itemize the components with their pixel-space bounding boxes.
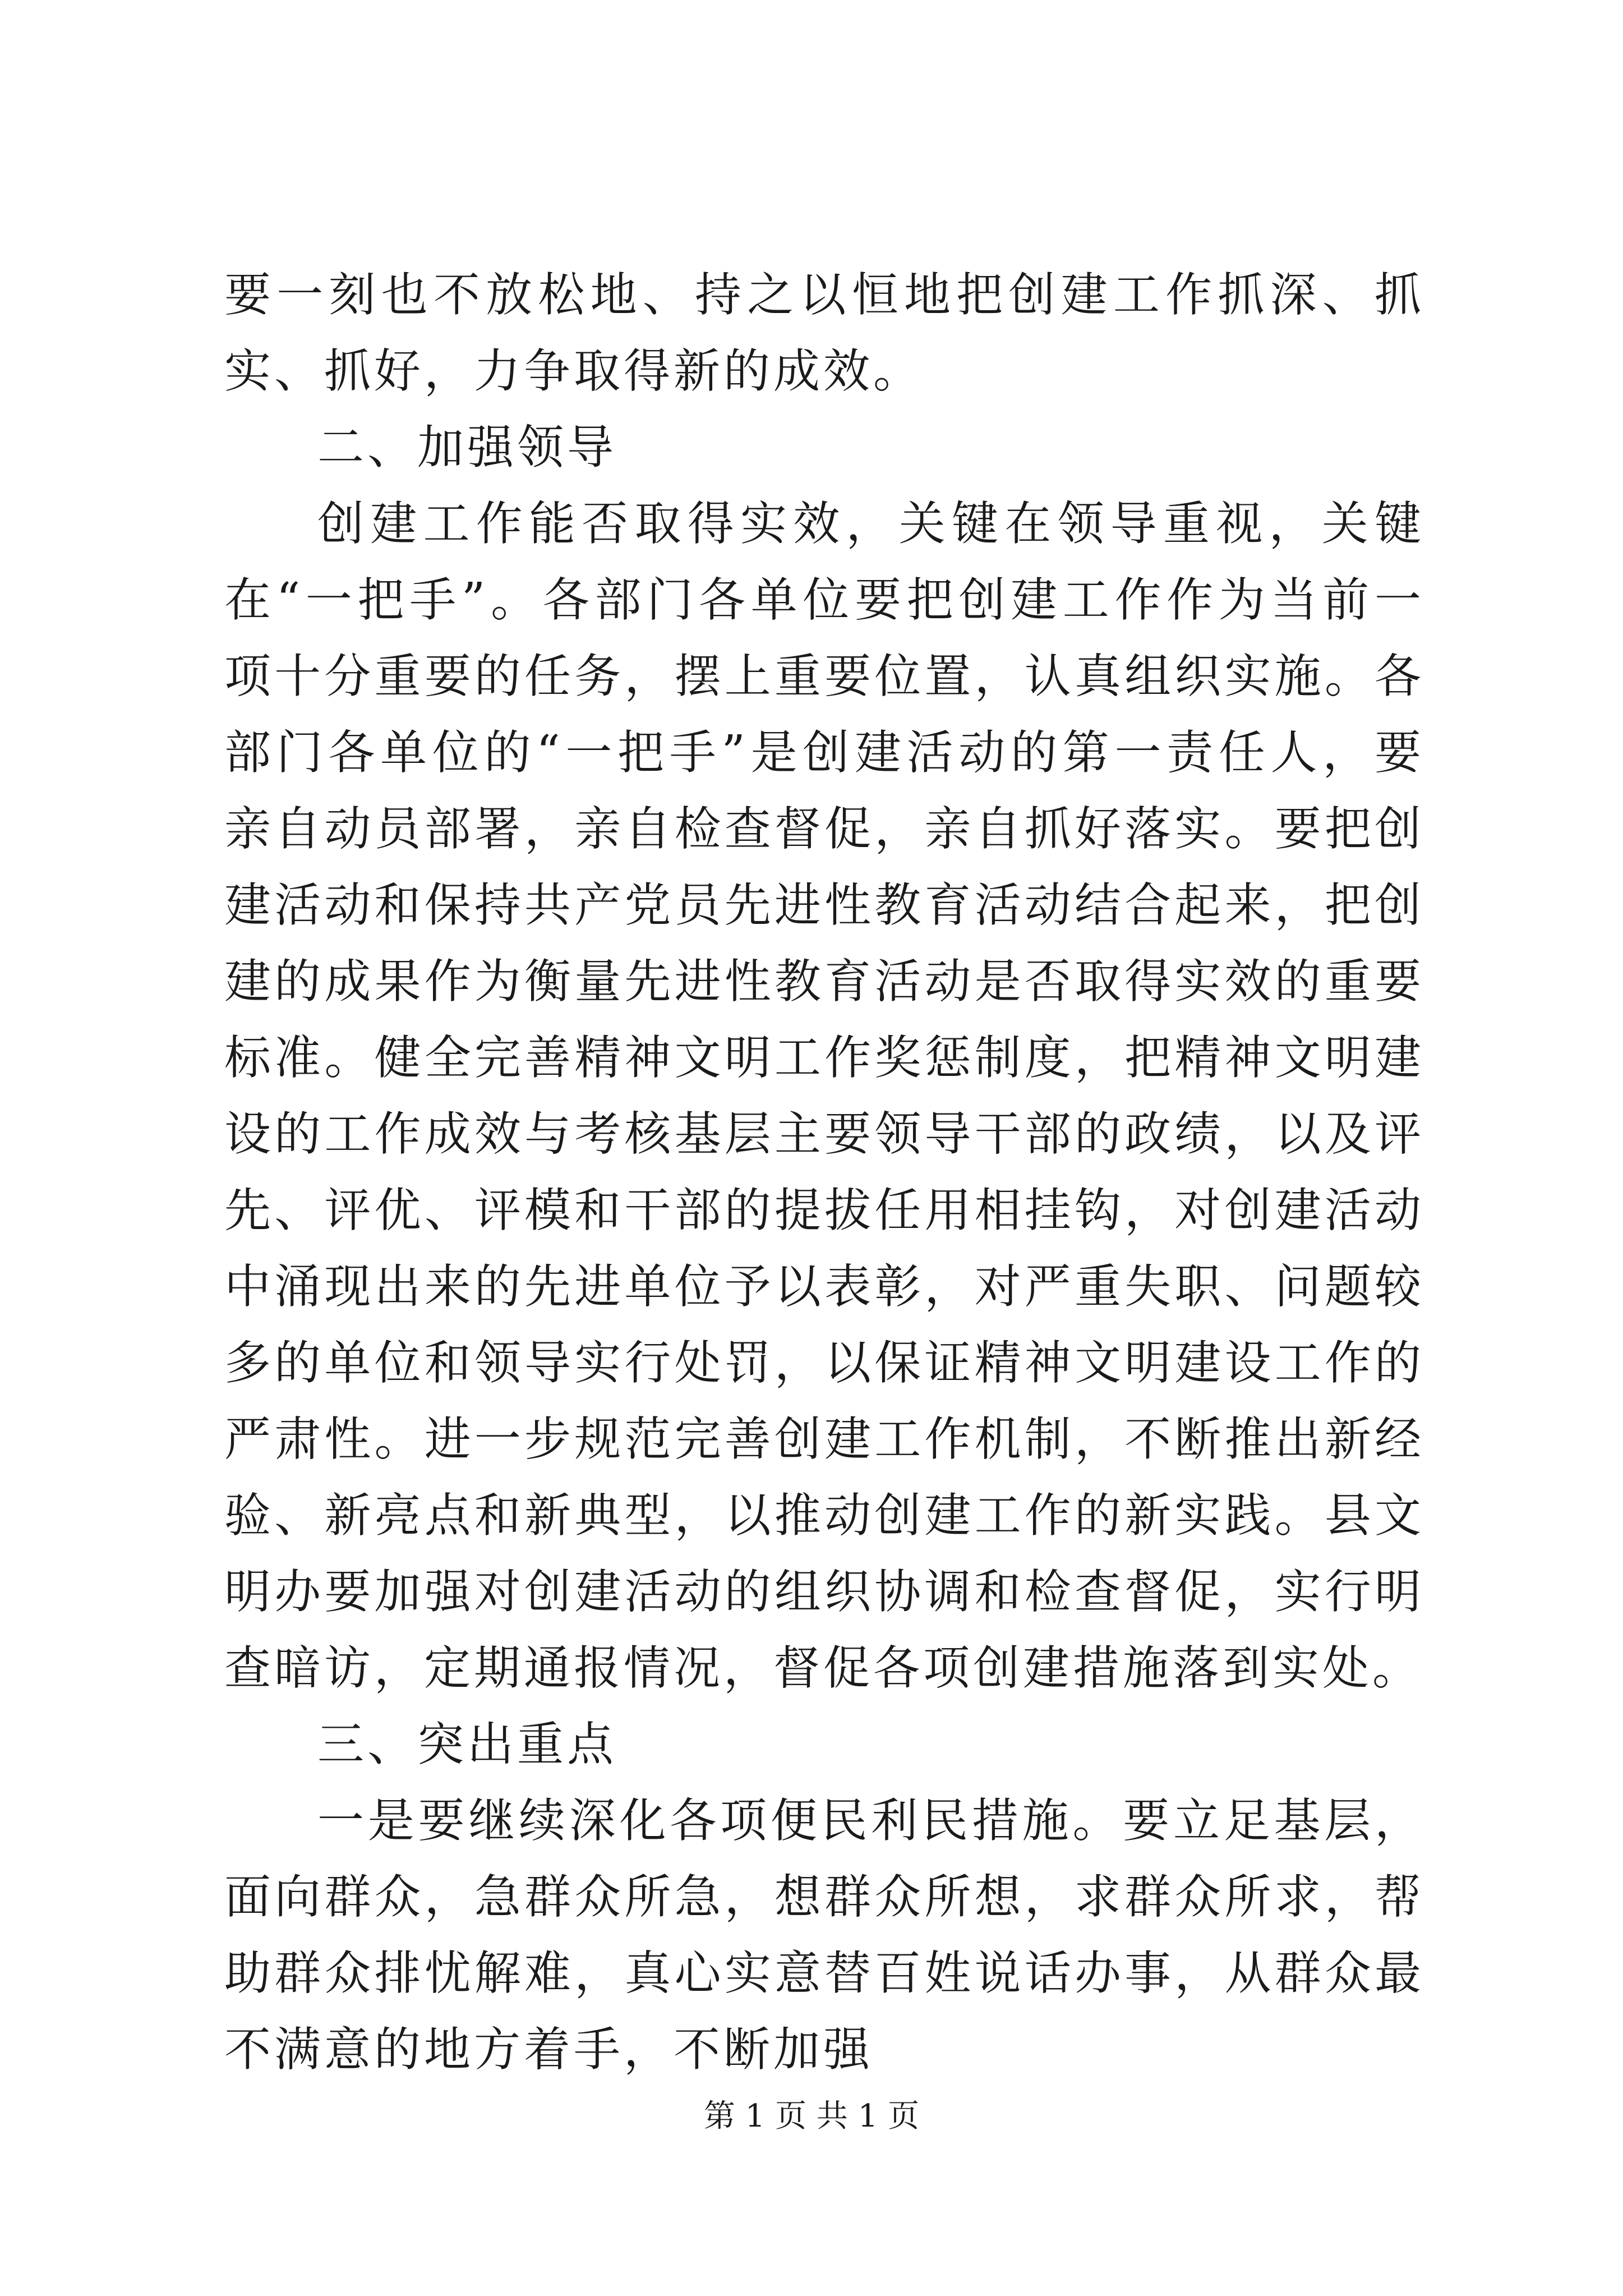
page-footer: 第 1 页 共 1 页 [703, 2098, 920, 2134]
document-body [224, 257, 1424, 2088]
paragraph-leadership: 创建工作能否取得实效，关键在领导重视，关键在“一把手”。各部门各单位要把创建工作作为当前一项十分重要的任务，摆上重要位置，认真组织实施。各部门各单位的“一把手”是创建活动的第一责任人，要亲自动员部署，亲自检查督促，亲自抓好落实。要把创建活动和保持共产党员先进性教育活动结合起来，把创建的成果作为衡量先进性教育活动是否取得实效的重要标准。健全完善精神文明工作奖惩制度，把精神文明建设的工作成效与考核基层主要领导干部的政绩，以及评先、评优、评模和干部的提拔任用相挂钩，对创建活动中涌现出来的先进单位予以表彰，对严重失职、问题较多的单位和领导实行处罚，以保证精神文明建设工作的严肃性。进一步规范完善创建工作机制，不断推出新经验、新亮点和新典型，以推动创建工作的新实践。县文明办要加强对创建活动的组织协调和检查督促，实行明查暗访，定期通报情况，督促各项创建措施落到实处。 [224, 496, 1424, 1695]
paragraph-focus: 一是要继续深化各项便民利民措施。要立足基层，面向群众，急群众所急，想群众所想，求群众所求，帮助群众排忧解难，真心实意替百姓说话办事，从群众最不满意的地方着手，不断加强 [224, 1793, 1424, 2077]
paragraph-continuation: 要一刻也不放松地、持之以恒地把创建工作抓深、抓实、抓好，力争取得新的成效。 [224, 268, 1424, 398]
section-heading-focus: 三、突出重点 [317, 1717, 617, 1772]
section-heading-leadership: 二、加强领导 [317, 420, 617, 475]
